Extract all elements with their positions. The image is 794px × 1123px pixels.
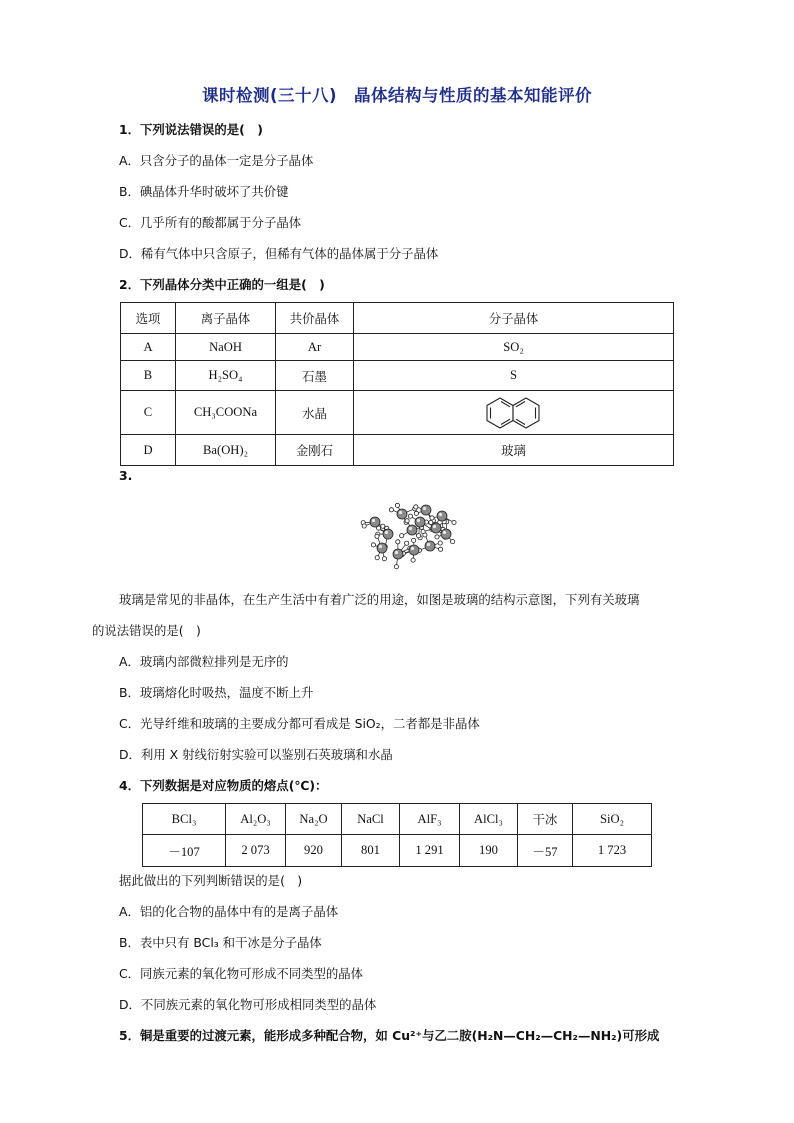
- crystal-classification-table: [120, 302, 674, 466]
- q3-option-c: C．光导纤维和玻璃的主要成分都可看成是 SiO₂，二者都是非晶体: [119, 716, 480, 731]
- table-cell: 801: [342, 835, 400, 867]
- q1-option-d: D．稀有气体中只含原子，但稀有气体的晶体属于分子晶体: [119, 246, 439, 261]
- header-cell: SiO₂: [573, 804, 652, 835]
- table-row: [121, 361, 674, 391]
- header-cell: AlCl₃: [460, 804, 518, 835]
- table-cell: 水晶: [276, 391, 354, 435]
- table-cell: H₂SO₄: [176, 361, 276, 391]
- q1-option-c: C．几乎所有的酸都属于分子晶体: [119, 215, 302, 230]
- q4-after-text: 据此做出的下列判断错误的是( ): [119, 873, 303, 888]
- header-cell: AlF₃: [400, 804, 460, 835]
- table-header-row: [121, 303, 674, 334]
- table-cell: 玻璃: [354, 435, 674, 466]
- q1-option-a: A．只含分子的晶体一定是分子晶体: [119, 153, 314, 168]
- table-cell: 1 291: [400, 835, 460, 867]
- header-cell: 离子晶体: [176, 303, 276, 334]
- header-cell: 分子晶体: [354, 303, 674, 334]
- q3-paragraph-line-2: 的说法错误的是( ): [92, 623, 201, 638]
- table-cell: B: [121, 361, 176, 391]
- table-cell: －57: [518, 835, 573, 867]
- question-1-stem: 1．下列说法错误的是( ): [119, 122, 263, 137]
- table-cell: 190: [460, 835, 518, 867]
- table-cell: －107: [143, 835, 226, 867]
- q4-option-a: A．铝的化合物的晶体中有的是离子晶体: [119, 904, 339, 919]
- table-cell: C: [121, 391, 176, 435]
- table-cell: 石墨: [276, 361, 354, 391]
- q4-option-b: B．表中只有 BCl₃ 和干冰是分子晶体: [119, 935, 322, 950]
- header-cell: BCl₃: [143, 804, 226, 835]
- q1-option-b: B．碘晶体升华时破坏了共价键: [119, 184, 289, 199]
- naphthalene-structure-icon: [485, 396, 543, 430]
- table-cell: S: [354, 361, 674, 391]
- header-cell: 选项: [121, 303, 176, 334]
- table-cell: Ar: [276, 334, 354, 361]
- table-row: [121, 334, 674, 361]
- question-2-stem: 2．下列晶体分类中正确的一组是( ): [119, 277, 325, 292]
- q3-option-b: B．玻璃熔化时吸热，温度不断上升: [119, 685, 314, 700]
- table-cell: SO₂: [354, 334, 674, 361]
- table-row: [143, 835, 652, 867]
- table-cell: A: [121, 334, 176, 361]
- q4-option-d: D．不同族元素的氧化物可形成相同类型的晶体: [119, 997, 377, 1012]
- question-5-stem: 5．铜是重要的过渡元素，能形成多种配合物，如 Cu²⁺与乙二胺(H₂N—CH₂—CH₂—NH₂)可形成: [119, 1028, 660, 1043]
- table-row: [121, 435, 674, 466]
- glass-structure-diagram-icon: [350, 488, 470, 580]
- table-cell: CH₃COONa: [176, 391, 276, 435]
- q3-option-a: A．玻璃内部微粒排列是无序的: [119, 654, 289, 669]
- table-cell: 1 723: [573, 835, 652, 867]
- q3-paragraph-line-1: 玻璃是常见的非晶体，在生产生活中有着广泛的用途，如图是玻璃的结构示意图，下列有关玻璃: [119, 592, 640, 607]
- q3-option-d: D．利用 X 射线衍射实验可以鉴别石英玻璃和水晶: [119, 747, 393, 762]
- q4-option-c: C．同族元素的氧化物可形成不同类型的晶体: [119, 966, 364, 981]
- table-cell: NaOH: [176, 334, 276, 361]
- page-title: 课时检测(三十八) 晶体结构与性质的基本知能评价: [201, 86, 593, 105]
- header-cell: Na₂O: [286, 804, 342, 835]
- table-header-row: [143, 804, 652, 835]
- table-row: [121, 391, 674, 435]
- header-cell: Al₂O₃: [226, 804, 286, 835]
- table-cell: Ba(OH)₂: [176, 435, 276, 466]
- table-cell: 2 073: [226, 835, 286, 867]
- table-cell: D: [121, 435, 176, 466]
- naphthalene-cell: [354, 391, 674, 435]
- question-4-stem: 4．下列数据是对应物质的熔点(℃)：: [119, 778, 328, 793]
- question-3-number: 3.: [119, 468, 133, 483]
- header-cell: 共价晶体: [276, 303, 354, 334]
- melting-point-table: [142, 803, 652, 867]
- table-cell: 920: [286, 835, 342, 867]
- header-cell: NaCl: [342, 804, 400, 835]
- header-cell: 干冰: [518, 804, 573, 835]
- table-cell: 金刚石: [276, 435, 354, 466]
